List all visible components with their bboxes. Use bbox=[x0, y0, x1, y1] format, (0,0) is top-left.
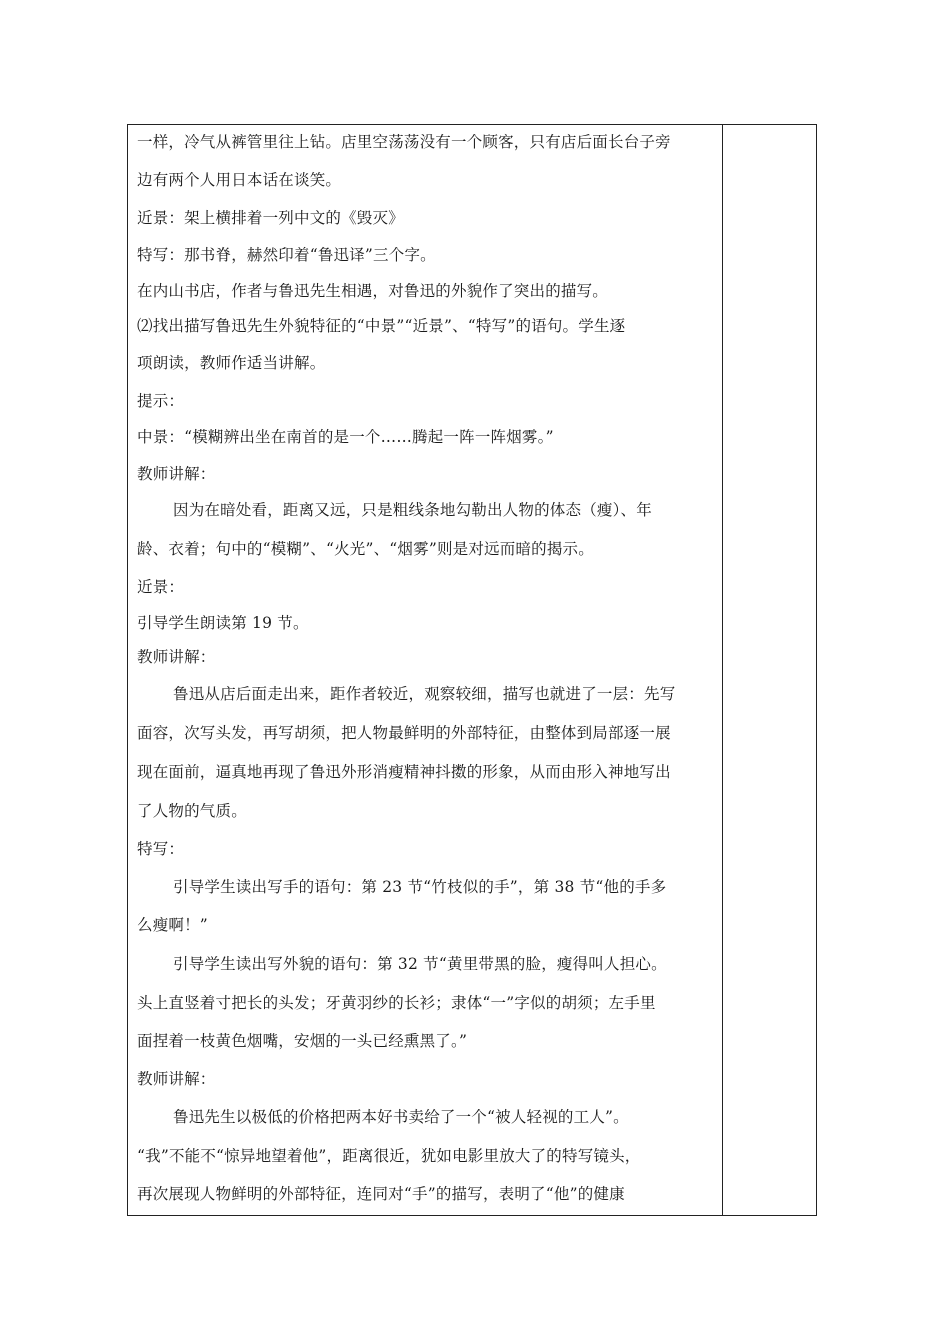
text-line: 在内山书店，作者与鲁迅先生相遇，对鲁迅的外貌作了突出的描写。 bbox=[137, 282, 609, 300]
text-line: 再次展现人物鲜明的外部特征，连同对“手”的描写，表明了“他”的健康 bbox=[137, 1185, 625, 1203]
text-line: 引导学生朗读第 19 节。 bbox=[137, 614, 309, 632]
text-line: 近景：架上横排着一列中文的《毁灭》 bbox=[137, 209, 404, 227]
text-line: 一样，冷气从裤管里往上钻。店里空荡荡没有一个顾客，只有店后面长台子旁 bbox=[137, 133, 671, 151]
text-line: 因为在暗处看，距离又远，只是粗线条地勾勒出人物的体态（瘦）、年 bbox=[173, 501, 652, 519]
text-line: 边有两个人用日本话在谈笑。 bbox=[137, 171, 342, 189]
text-line: 特写： bbox=[137, 840, 185, 858]
text-line: 中景：“模糊辨出坐在南首的是一个……腾起一阵一阵烟雾。” bbox=[137, 428, 554, 446]
text-line: 引导学生读出写手的语句：第 23 节“竹枝似的手”，第 38 节“他的手多 bbox=[173, 878, 667, 896]
text-line: 引导学生读出写外貌的语句：第 32 节“黄里带黑的脸，瘦得叫人担心。 bbox=[173, 955, 667, 973]
text-line: 了人物的气质。 bbox=[137, 802, 247, 820]
text-line: 教师讲解： bbox=[137, 1070, 216, 1088]
text-line: 近景： bbox=[137, 578, 185, 596]
text-line: 鲁迅先生以极低的价格把两本好书卖给了一个“被人轻视的工人”。 bbox=[173, 1108, 629, 1126]
text-line: 现在面前，逼真地再现了鲁迅外形消瘦精神抖擞的形象，从而由形入神地写出 bbox=[137, 763, 671, 781]
text-line: 面捏着一枝黄色烟嘴，安烟的一头已经熏黑了。” bbox=[137, 1032, 468, 1050]
text-line: 么瘦啊！” bbox=[137, 916, 208, 934]
lesson-table bbox=[127, 124, 817, 1216]
text-line: 教师讲解： bbox=[137, 648, 216, 666]
text-line: 面容，次写头发，再写胡须，把人物最鲜明的外部特征，由整体到局部逐一展 bbox=[137, 724, 671, 742]
text-line: “我”不能不“惊异地望着他”，距离很近，犹如电影里放大了的特写镜头， bbox=[137, 1147, 641, 1165]
text-line: 龄、衣着；句中的“模糊”、“火光”、“烟雾”则是对远而暗的揭示。 bbox=[137, 540, 594, 558]
column-divider bbox=[722, 125, 723, 1215]
text-line: ⑵找出描写鲁迅先生外貌特征的“中景”“近景”、“特写”的语句。学生逐 bbox=[137, 317, 626, 335]
text-line: 鲁迅从店后面走出来，距作者较近，观察较细，描写也就进了一层：先写 bbox=[173, 685, 676, 703]
text-line: 特写：那书脊，赫然印着“鲁迅译”三个字。 bbox=[137, 246, 436, 264]
text-line: 提示： bbox=[137, 392, 185, 410]
text-line: 教师讲解： bbox=[137, 465, 216, 483]
text-line: 头上直竖着寸把长的头发；牙黄羽纱的长衫；隶体“一”字似的胡须；左手里 bbox=[137, 994, 656, 1012]
text-line: 项朗读，教师作适当讲解。 bbox=[137, 354, 326, 372]
